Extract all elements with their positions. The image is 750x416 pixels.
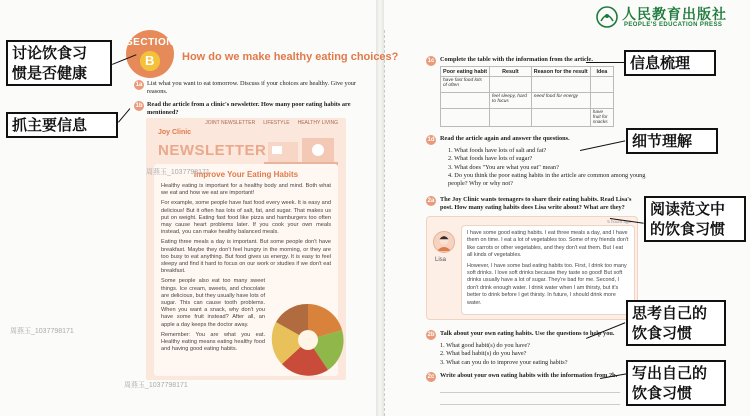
callout-line-text: 饮食习惯 xyxy=(632,384,693,402)
list-item: 2. What foods have lots of sugar? xyxy=(448,155,533,163)
table-row xyxy=(441,77,614,93)
question-number: 2b xyxy=(427,332,435,338)
question-2a: The Joy Clinic wants teenagers to share their eating habits. Read Lisa's post. How many eating habits does Lisa write about? What are they? xyxy=(440,196,632,212)
lisa-post xyxy=(426,216,638,320)
publisher-logo-icon xyxy=(596,6,618,28)
table-cell[interactable] xyxy=(590,77,613,93)
table-cell[interactable]: feel sleepy, hard to focus xyxy=(490,93,532,109)
callout-line-text: 讨论饮食习 xyxy=(12,44,88,62)
watermark: 周燕玉_1037798171 xyxy=(146,169,210,176)
table-row xyxy=(441,93,614,109)
table-cell[interactable] xyxy=(531,77,590,93)
article-paragraph: For example, some people have fast food every week. It is easy and delicious! But it often has lots of salt, fat, and sugar. That makes us put on weight. Eating fast food like pizza and hamburgers too often may cause heart problems later. If you cook your own meals instead, you can make healthy balanced meals. xyxy=(161,200,331,236)
table-cell[interactable] xyxy=(490,77,532,93)
publisher-name: 人民教育出版社 xyxy=(622,7,727,23)
article-heading: Improve Your Eating Habits xyxy=(193,170,299,179)
list-item: 4. Do you think the poor eating habits in the article are common among young xyxy=(448,171,646,179)
writing-line[interactable] xyxy=(440,392,620,393)
question-1c: Complete the table with the information from the article. xyxy=(440,56,593,63)
table-header: Poor eating habit xyxy=(441,67,490,77)
newsletter-topbar xyxy=(146,118,346,128)
table-cell[interactable] xyxy=(441,93,490,109)
callout-model-essay xyxy=(644,196,746,242)
callout-line xyxy=(586,62,624,63)
kitchen-illustration-icon xyxy=(264,132,338,166)
topbar-item: HEALTHY LIVING xyxy=(297,120,338,126)
watermark: 周燕玉_1037798171 xyxy=(10,328,74,335)
table-header: Reason for the result xyxy=(531,67,590,77)
avatar xyxy=(433,231,455,253)
article-paragraph: Eating three meals a day is important. But some people don't have breakfast. Maybe they don't feel hungry in the morning, or they are too busy to eat anything. But food gives us energy. It is easy to feel sleepy and find it hard to focus on our work or studies if we don't eat breakfast. xyxy=(161,239,331,275)
callout-detail: 细节理解 xyxy=(626,128,718,154)
question-1d: Read the article again and answer the questions. xyxy=(440,135,570,142)
post-bubble xyxy=(461,225,635,315)
question-number: 2a xyxy=(427,198,435,204)
post-time: 5 hours ago xyxy=(607,219,631,224)
question-number: 2c xyxy=(427,374,435,380)
table-cell[interactable] xyxy=(441,109,490,127)
article-paragraph: Remember: You are what you eat. Healthy eating means eating healthy food and having good eating habits. xyxy=(161,331,265,353)
table-cell[interactable]: have fruit for snacks xyxy=(590,109,613,127)
writing-line[interactable] xyxy=(440,404,620,405)
page-divider xyxy=(384,30,385,416)
table-row xyxy=(441,109,614,127)
callout-line-text: 思考自己的 xyxy=(632,304,708,322)
table-header: Idea xyxy=(590,67,613,77)
article-paragraph: Healthy eating is important for a healthy body and mind. Both what we eat and how we eat are important! xyxy=(161,183,331,197)
question-2c: Write about your own eating habits with the information from 2b. xyxy=(440,372,618,379)
table-cell[interactable] xyxy=(490,109,532,127)
section-number: B xyxy=(140,51,160,71)
section-label: SECTION xyxy=(126,37,174,48)
habits-table xyxy=(440,66,614,127)
callout-line-text: 饮食习惯 xyxy=(632,324,693,342)
post-paragraph: However, I have some bad eating habits too. First, I drink too many soft drinks. I love soft drinks because they taste so good! But soft drinks usually have a lot of sugar. They're bad for me. Second, I don't drink enough water. I drink water when I am thirsty, but it's better to drink before I get thirsty. In future, I should drink more water. xyxy=(467,262,627,306)
healthy-food-plate-icon xyxy=(268,300,348,380)
section-badge xyxy=(126,30,174,78)
poster-name: Lisa xyxy=(435,257,447,263)
list-item: people? Why or why not? xyxy=(448,180,513,188)
topbar-item: JOINT NEWSLETTER xyxy=(205,120,256,126)
question-number: 1b xyxy=(135,103,143,109)
list-item: 1. What good habit(s) do you have? xyxy=(440,342,530,349)
list-item: 3. What can you do to improve your eating habits? xyxy=(440,358,568,366)
callout-line-text: 阅读范文中 xyxy=(650,200,726,218)
list-item: 2. What bad habit(s) do you have? xyxy=(440,350,527,358)
table-cell[interactable] xyxy=(590,93,613,109)
callout-think-own xyxy=(626,300,726,346)
question-2b-list xyxy=(440,342,568,367)
table-cell[interactable]: have fast food lots of often xyxy=(441,77,490,93)
callout-discuss-habits xyxy=(6,40,112,86)
newsletter-title: NEWSLETTER xyxy=(158,142,267,159)
topbar-item: LIFESTYLE xyxy=(263,120,290,126)
section-title: How do we make healthy eating choices? xyxy=(182,51,399,63)
callout-line-text: 的饮食习惯 xyxy=(650,220,726,238)
callout-main-info: 抓主要信息 xyxy=(6,112,118,138)
question-1d-list xyxy=(448,147,645,188)
table-cell[interactable] xyxy=(531,109,590,127)
table-header: Result xyxy=(490,67,532,77)
post-paragraph: I have some good eating habits. I eat three meals a day, and I have them on time. I eat a lot of vegetables too. Some of my friends don't like carrots or other vegetables, and they don't eat them. But I eat all kinds of vegetables. xyxy=(467,230,629,259)
question-1a: List what you want to eat tomorrow. Discuss if your choices are healthy. Give your reasons. xyxy=(147,80,357,96)
question-number: 1c xyxy=(427,58,435,64)
list-item: 1. What foods have lots of salt and fat? xyxy=(448,147,547,154)
question-2b: Talk about your own eating habits. Use the questions to help you. xyxy=(440,330,615,337)
callout-line-text: 写出自己的 xyxy=(632,364,708,382)
question-number: 1d xyxy=(427,137,435,143)
publisher-name-en: PEOPLE'S EDUCATION PRESS xyxy=(624,22,723,28)
callout-sort-info: 信息梳理 xyxy=(624,50,716,76)
question-1b: Read the article from a clinic's newsletter. How many poor eating habits are mentioned? xyxy=(147,101,351,117)
question-number: 1a xyxy=(135,82,143,88)
newsletter-clinic: Joy Clinic xyxy=(158,129,192,136)
table-cell[interactable]: need food for energy xyxy=(531,93,590,109)
callout-write-own xyxy=(626,360,726,406)
article-paragraph: Some people also eat too many sweet things. Ice cream, sweets, and chocolate are delicious, but they usually have lots of sugar. This can cause tooth problems. When you want a snack, why don't you have some fruit instead? After all, an apple a day keeps the doctor away. xyxy=(161,278,265,328)
callout-line-text: 惯是否健康 xyxy=(12,64,88,82)
watermark: 周燕玉_1037798171 xyxy=(124,382,188,389)
list-item: 3. What does "You are what you eat" mean? xyxy=(448,163,559,171)
